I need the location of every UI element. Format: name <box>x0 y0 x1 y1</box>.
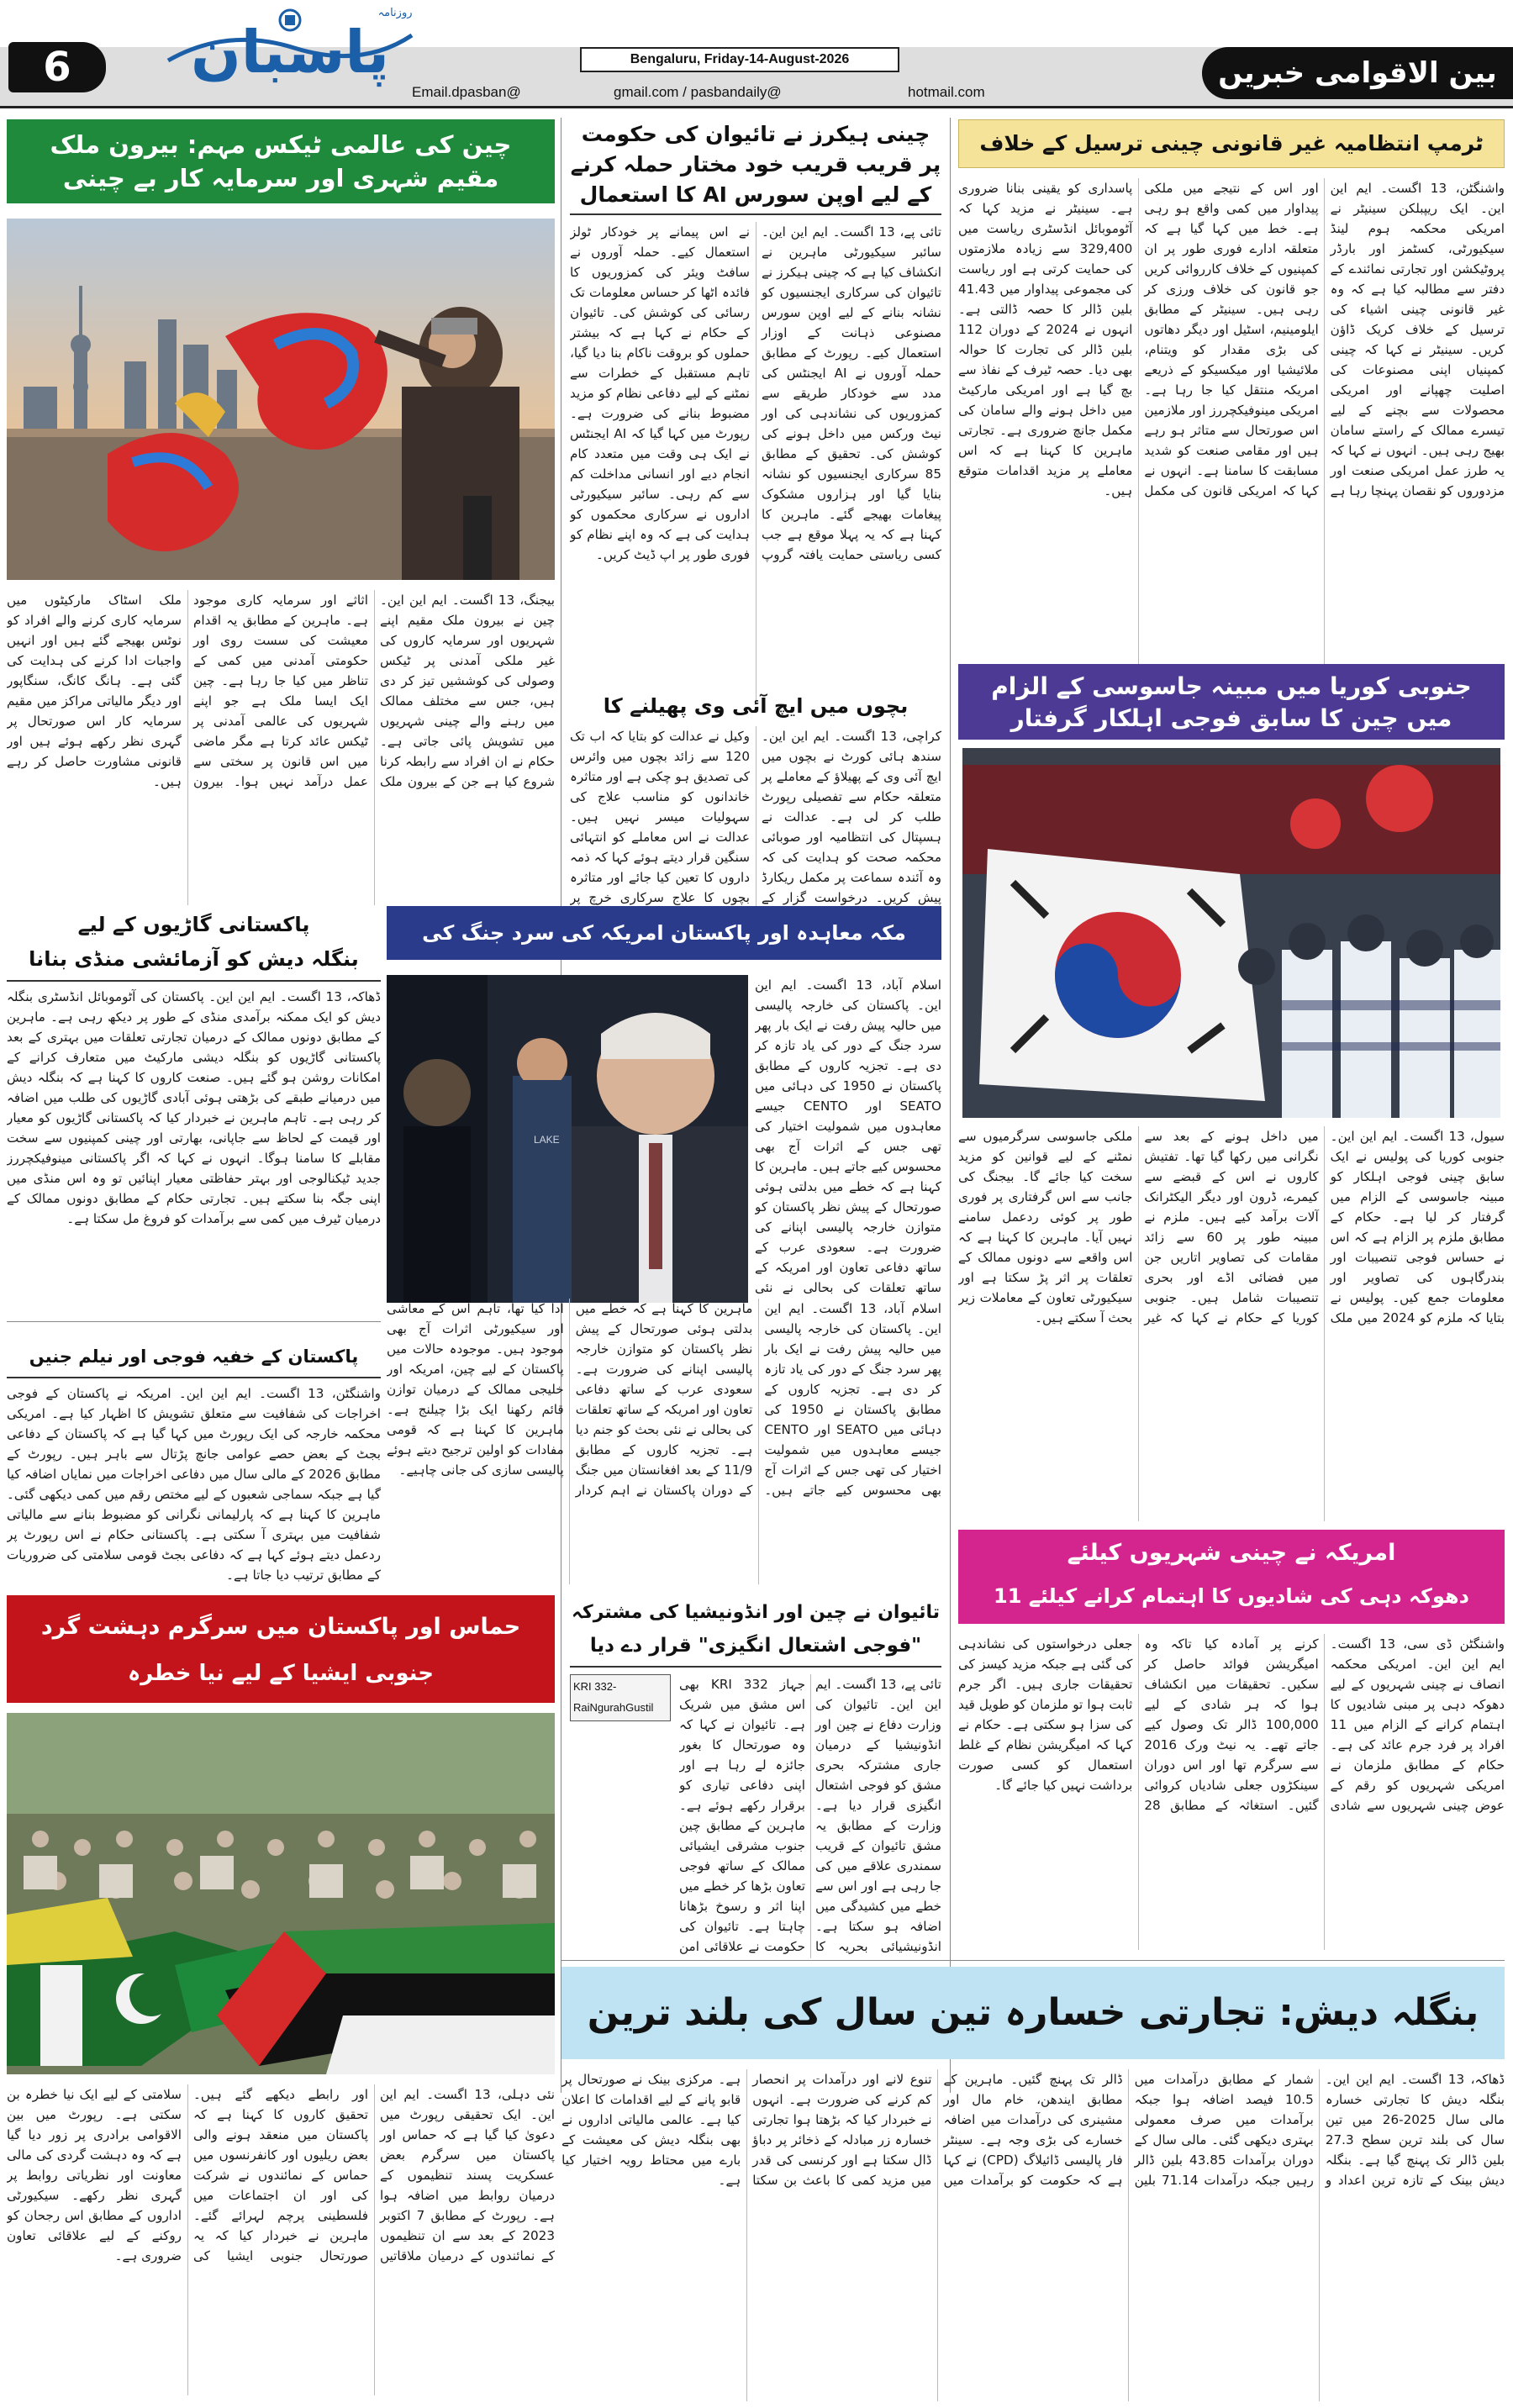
article-bd-cars <box>7 908 381 1311</box>
email-right: hotmail.com <box>908 84 985 100</box>
article-body: واشنگٹن، 13 اگست۔ ایم این این۔ ایک ریپبلکن سینیٹر نے امریکی محکمہ ہوم لینڈ سیکیورٹی، کسٹمز اور بارڈر پروٹیکشن اور تجارتی نمائندے کے دفتر سے مطالبہ کیا ہے کہ وہ غیر قانونی چینی اشیاء کی ترسیل کے خلاف کریک ڈاؤن کریں۔ سینیٹر نے کہا کہ چینی کمپنیاں اپنی مصنوعات کی اصلیت چھپانے اور امریکی محصولات سے بچنے کے لیے تیسرے ممالک کے راستے سامان بھیج رہی ہیں۔ انہوں نے کہا کہ یہ طرز عمل امریکی صنعت اور مزدوروں کو نقصان پہنچا رہا ہے اور اس کے نتیجے میں ملکی پیداوار میں کمی واقع ہو رہی ہے۔ خط میں کہا گیا ہے کہ متعلقہ ادارے فوری طور پر ان کمپنیوں کے خلاف کارروائی کریں جو قانون کی خلاف ورزی کر رہی ہیں۔ سینیٹر کے مطابق ایلومینیم، اسٹیل اور دیگر دھاتوں کی بڑی مقدار کو ویتنام، ملائیشیا اور میکسیکو کے ذریعے امریکہ منتقل کیا جا رہا ہے۔ امریکی مینوفیکچررز اور ملازمین اس صورتحال سے متاثر ہو رہے ہیں اور مقامی صنعت کو شدید مسابقت کا سامنا ہے۔ انہوں نے کہا کہ امریکی قانون کی مکمل پاسداری کو یقینی بنانا ضروری ہے۔ سینیٹر نے مزید کہا کہ آٹوموبائل انڈسٹری ریاست میں 329,400 سے زیادہ ملازمتوں کی حمایت کرتی ہے اور ریاست کی مجموعی پیداوار میں 41.43 بلین ڈالر کا حصہ ڈالتی ہے۔ انہوں نے 2024 کے دوران 112 بلین ڈالر کی تجارت کا حوالہ بھی دیا۔ حصہ ٹیرف کے نفاذ سے بچ گیا ہے اور امریکی مارکیٹ میں داخل ہونے والے سامان کی مکمل جانچ ضروری ہے۔ تجارتی ماہرین کا کہنا ہے کہ اس معاملے پر مزید اقدامات متوقع ہیں۔ <box>958 181 1505 498</box>
article-body: واشنگٹن ڈی سی، 13 اگست۔ ایم این این۔ امریکی محکمہ انصاف نے چینی شہریوں کے لیے دھوکہ دہی پر مبنی شادیوں کا اہتمام کرانے کے الزام میں 11 افراد پر فرد جرم عائد کی ہے۔ حکام کے مطابق ملزمان نے امریکی شہریوں کو رقم کے عوض چینی شہریوں سے شادی کرنے پر آمادہ کیا تاکہ وہ امیگریشن فوائد حاصل کر سکیں۔ تحقیقات میں انکشاف ہوا کہ ہر شادی کے لیے 100,000 ڈالر تک وصول کیے جاتے تھے۔ یہ نیٹ ورک 2016 سے سرگرم تھا اور اس دوران سینکڑوں جعلی شادیاں کروائی گئیں۔ استغاثہ کے مطابق 28 جعلی درخواستوں کی نشاندہی کی گئی ہے جبکہ مزید کیسز کی تحقیقات جاری ہیں۔ اگر جرم ثابت ہوا تو ملزمان کو طویل قید کی سزا ہو سکتی ہے۔ حکام نے کہا کہ امیگریشن نظام کے غلط استعمال کو کسی صورت برداشت نہیں کیا جائے گا۔ <box>958 1636 1505 1813</box>
page-number-badge <box>8 42 106 92</box>
headline-line-1: امریکہ نے چینی شہریوں کیلئے <box>1067 1540 1396 1566</box>
dateline: Bengaluru, Friday-14-August-2026 <box>630 52 850 66</box>
headline-line-1: تائیوان نے چین اور انڈونیشیا کی مشترکہ <box>572 1602 940 1623</box>
headline: جنوبی کوریا میں مبینہ جاسوسی کے الزام میں چین کا سابق فوجی اہلکار گرفتار <box>991 672 1472 732</box>
article-hamas <box>7 1595 555 2402</box>
article-body: ڈھاکہ، 13 اگست۔ ایم این این۔ بنگلہ دیش کا تجارتی خسارہ مالی سال 2025-26 میں تین سال کی بلند ترین سطح 27.3 بلین ڈالر تک پہنچ گیا ہے۔ بنگلہ دیش بینک کے تازہ ترین اعداد و شمار کے مطابق درآمدات میں 10.5 فیصد اضافہ ہوا جبکہ برآمدات میں صرف معمولی بہتری دیکھی گئی۔ مالی سال کے دوران برآمدات 43.85 بلین ڈالر رہیں جبکہ درآمدات 71.14 بلین ڈالر تک پہنچ گئیں۔ ماہرین کے مطابق ایندھن، خام مال اور مشینری کی درآمدات میں اضافہ خسارے کی بڑی وجہ ہے۔ سینٹر فار پالیسی ڈائیلاگ (CPD) نے کہا ہے کہ حکومت کو برآمدات میں تنوع لانے اور درآمدات پر انحصار کم کرنے کی ضرورت ہے۔ انہوں نے خبردار کیا کہ بڑھتا ہوا تجارتی خسارہ زر مبادلہ کے ذخائر پر دباؤ ڈال سکتا ہے اور کرنسی کی قدر میں مزید کمی کا باعث بن سکتا ہے۔ مرکزی بینک نے صورتحال پر قابو پانے کے لیے اقدامات کا اعلان کیا ہے۔ عالمی مالیاتی اداروں نے بھی بنگلہ دیش کی معیشت کے بارے میں محتاط رویہ اختیار کیا ہے۔ <box>561 2072 1505 2188</box>
headline-rule <box>7 980 381 982</box>
page-number: 6 <box>43 44 71 91</box>
article-body: تائی پے، 13 اگست۔ ایم این این۔ سائبر سیکیورٹی ماہرین نے انکشاف کیا ہے کہ چینی ہیکرز نے تائیوان کی سرکاری ایجنسیوں کو نشانہ بنانے کے لیے اوپن سورس مصنوعی ذہانت کے اوزار استعمال کیے۔ رپورٹ کے مطابق حملہ آوروں نے AI ایجنٹس کی مدد سے خودکار طریقے سے کمزوریوں کی نشاندہی کی اور نیٹ ورکس میں داخل ہونے کی کوشش کی۔ تحقیق کے مطابق 85 سرکاری ایجنسیوں کو نشانہ بنایا گیا اور ہزاروں مشکوک پیغامات بھیجے گئے۔ ماہرین کا کہنا ہے کہ یہ پہلا موقع ہے جب کسی ریاستی حمایت یافتہ گروپ نے اس پیمانے پر خودکار ٹولز استعمال کیے۔ حملہ آوروں نے سافٹ ویئر کی کمزوریوں کا فائدہ اٹھا کر حساس معلومات تک رسائی کی کوشش کی۔ تائیوان کے حکام نے کہا ہے کہ بیشتر حملوں کو بروقت ناکام بنا دیا گیا، تاہم مستقبل کے خطرات سے نمٹنے کے لیے دفاعی نظام کو مزید مضبوط بنانے کی ضرورت ہے۔ رپورٹ میں کہا گیا کہ AI ایجنٹس نے ایک ہی وقت میں متعدد کام انجام دیے اور انسانی مداخلت کم سے کم رہی۔ سائبر سیکیورٹی اداروں نے سرکاری محکموں کو ہدایت کی ہے کہ وہ اپنے نظام کو فوری طور پر اپ ڈیٹ کریں۔ <box>570 224 941 562</box>
article-korea-spy <box>958 664 1505 1521</box>
logo-text: پاسبان <box>190 18 389 87</box>
headline: مکہ معاہدہ اور پاکستان امریکہ کی سرد جنگ کی <box>422 921 906 945</box>
article-trump <box>958 119 1505 666</box>
headline: چینی ہیکرز نے تائیوان کی حکومت پر قریب قریب خود مختار حملہ کرنے کے لیے اوپن سورس AI کا استعمال <box>570 122 941 207</box>
article-body: تائی پے، 13 اگست۔ ایم این این۔ تائیوان کی وزارت دفاع نے چین اور انڈونیشیا کے درمیان جاری مشترکہ بحری مشق کو فوجی اشتعال انگیزی قرار دیا ہے۔ وزارت کے مطابق یہ مشق تائیوان کے قریب سمندری علاقے میں کی جا رہی ہے اور اس سے خطے میں کشیدگی میں اضافہ ہو سکتا ہے۔ انڈونیشیائی بحریہ کا جہاز KRI 332 بھی اس مشق میں شریک ہے۔ تائیوان نے کہا کہ وہ صورتحال کا بغور جائزہ لے رہا ہے اور اپنی دفاعی تیاری کو برقرار رکھے ہوئے ہے۔ ماہرین کے مطابق چین جنوب مشرقی ایشیائی ممالک کے ساتھ فوجی تعاون بڑھا کر خطے میں اپنا اثر و رسوخ بڑھانا چاہتا ہے۔ تائیوان کی حکومت نے علاقائی امن <box>679 1677 941 1954</box>
section-divider <box>561 1960 1505 1961</box>
email-left: Email.dpasban@ <box>412 84 521 100</box>
headline-line-2: جنوبی ایشیا کے لیے نیا خطرہ <box>127 1661 435 1686</box>
logo <box>151 2 429 94</box>
column-divider <box>950 118 951 2093</box>
article-body: سیول، 13 اگست۔ ایم این این۔ جنوبی کوریا کی پولیس نے ایک سابق چینی فوجی اہلکار کو مبینہ جاسوسی کے الزام میں گرفتار کر لیا ہے۔ حکام کے مطابق ملزم پر الزام ہے کہ اس نے حساس فوجی تنصیبات اور بندرگاہوں کی تصاویر اور معلومات جمع کیں۔ پولیس نے بتایا کہ ملزم کو 2024 میں ملک میں داخل ہونے کے بعد سے نگرانی میں رکھا گیا تھا۔ تفتیش کاروں نے اس کے قبضے سے کیمرے، ڈرون اور دیگر الیکٹرانک آلات برآمد کیے ہیں۔ ملزم نے مبینہ طور پر 60 سے زائد مقامات کی تصاویر اتاریں جن میں فضائی اڈے اور بحری تنصیبات شامل ہیں۔ جنوبی کوریا کے حکام نے کہا کہ غیر ملکی جاسوسی سرگرمیوں سے نمٹنے کے لیے قوانین کو مزید سخت کیا جائے گا۔ بیجنگ کی جانب سے اس گرفتاری پر فوری طور پر کوئی ردعمل سامنے نہیں آیا۔ ماہرین کا کہنا ہے کہ اس واقعے سے دونوں ممالک کے تعلقات پر اثر پڑ سکتا ہے اور سیکیورٹی تعاون کے معاملات زیر بحث آ سکتے ہیں۔ <box>958 1129 1505 1325</box>
article-body: واشنگٹن، 13 اگست۔ ایم این این۔ امریکہ نے پاکستان کے فوجی اخراجات کی شفافیت سے متعلق تشویش کا اظہار کیا ہے۔ امریکی محکمہ خارجہ کی ایک رپورٹ میں کہا گیا ہے کہ پاکستان کے دفاعی بجٹ کے بعض حصے عوامی جانچ پڑتال سے باہر ہیں۔ رپورٹ کے مطابق 2026 کے مالی سال میں دفاعی اخراجات میں نمایاں اضافہ کیا گیا ہے جبکہ سماجی شعبوں کے لیے مختص رقم میں کمی دیکھی گئی۔ ماہرین کا کہنا ہے کہ پارلیمانی نگرانی کو مضبوط بنانے سے مالیاتی شفافیت میں بہتری آ سکتی ہے۔ پاکستانی حکام نے اس رپورٹ پر ردعمل دیتے ہوئے کہا ہے کہ دفاعی بجٹ قومی سلامتی کی ضروریات کے مطابق ترتیب دیا جاتا ہے۔ <box>7 1386 381 1583</box>
article-mecca-body-lower: اسلام آباد، 13 اگست۔ ایم این این۔ پاکستان کی خارجہ پالیسی میں حالیہ پیش رفت نے ایک بار پھر سرد جنگ کے دور کی یاد تازہ کر دی ہے۔ تجزیہ کاروں کے مطابق پاکستان نے 1950 کی دہائی میں SEATO اور CENTO جیسے معاہدوں میں شمولیت اختیار کی تھی جس کے اثرات آج بھی محسوس کیے جاتے ہیں۔ ماہرین کا کہنا ہے کہ خطے میں بدلتی ہوئی صورتحال کے پیش نظر پاکستان کو متوازن خارجہ پالیسی اپنانے کی ضرورت ہے۔ سعودی عرب کے ساتھ دفاعی تعاون اور امریکہ کے ساتھ تعلقات کی بحالی نے نئی بحث کو جنم دیا ہے۔ تجزیہ کاروں کے مطابق 11/9 کے بعد افغانستان میں جنگ کے دوران پاکستان نے اہم کردار ادا کیا تھا، تاہم اس کے معاشی اور سیکیورٹی اثرات آج بھی موجود ہیں۔ موجودہ حالات میں پاکستان کے لیے چین، امریکہ اور خلیجی ممالک کے درمیان توازن قائم رکھنا ایک بڑا چیلنج ہے۔ ماہرین کا کہنا ہے کہ قومی مفادات کو اولین ترجیح دیتے ہوئے پالیسی سازی کی جانی چاہیے۔ <box>387 1301 941 1498</box>
article-body: بیجنگ، 13 اگست۔ ایم این این۔ چین نے بیرون ملک مقیم اپنے شہریوں اور سرمایہ کاروں کی غیر ملکی آمدنی پر ٹیکس وصولی کی کوششیں تیز کر دی ہیں، جس سے مختلف ممالک میں رہنے والے چینی شہریوں میں تشویش پائی جاتی ہے۔ حکام نے ان افراد سے رابطہ کرنا شروع کیا ہے جن کے بیرون ملک اثاثے اور سرمایہ کاری موجود ہے۔ ماہرین کے مطابق یہ اقدام معیشت کی سست روی اور حکومتی آمدنی میں کمی کے تناظر میں کیا جا رہا ہے۔ چین ایک ایسا ملک ہے جو اپنے شہریوں کی عالمی آمدنی پر ٹیکس عائد کرتا ہے مگر ماضی میں اس قانون پر سختی سے عمل درآمد نہیں ہوا۔ بیرون ملک اسٹاک مارکیٹوں میں سرمایہ کاری کرنے والے افراد کو نوٹس بھیجے گئے ہیں اور انہیں واجبات ادا کرنے کی ہدایت کی گئی ہے۔ ہانگ کانگ، سنگاپور اور دیگر مالیاتی مراکز میں مقیم سرمایہ کار اس صورتحال پر گہری نظر رکھے ہوئے ہیں اور قانونی مشاورت حاصل کر رہے ہیں۔ <box>7 593 555 789</box>
headline-rule <box>570 1666 941 1668</box>
section-title: بین الاقوامی خبریں <box>1218 56 1497 90</box>
callout-text: KRI 332-RaiNgurahGustil <box>573 1680 654 1714</box>
headline-line-2: "فوجی اشتعال انگیزی" قرار دے دیا <box>589 1635 922 1657</box>
article-body: نئی دہلی، 13 اگست۔ ایم این این۔ ایک تحقیقی رپورٹ میں دعویٰ کیا گیا ہے کہ حماس اور پاکستان میں سرگرم بعض عسکریت پسند تنظیموں کے درمیان روابط میں اضافہ ہوا ہے۔ رپورٹ کے مطابق 7 اکتوبر 2023 کے بعد سے ان تنظیموں کے نمائندوں کے درمیان ملاقاتیں اور رابطے دیکھے گئے ہیں۔ تحقیق کاروں کا کہنا ہے کہ پاکستان میں منعقد ہونے والی بعض ریلیوں اور کانفرنسوں میں حماس کے نمائندوں نے شرکت کی اور ان اجتماعات میں فلسطینی پرچم لہرائے گئے۔ ماہرین نے خبردار کیا کہ یہ صورتحال جنوبی ایشیا کی سلامتی کے لیے ایک نیا خطرہ بن سکتی ہے۔ رپورٹ میں بین الاقوامی برادری پر زور دیا گیا ہے کہ وہ دہشت گردی کی مالی معاونت اور نظریاتی روابط پر گہری نظر رکھے۔ سیکیورٹی اداروں کے مطابق اس رجحان کو روکنے کے لیے علاقائی تعاون ضروری ہے۔ <box>7 2087 555 2263</box>
section-divider <box>7 1321 381 1322</box>
dateline-box <box>580 47 899 72</box>
headline-line-1: پاکستانی گاڑیوں کے لیے <box>77 913 310 936</box>
headline: ٹرمپ انتظامیہ غیر قانونی چینی ترسیل کے خلاف <box>979 131 1484 155</box>
headline-rule <box>570 213 941 215</box>
article-bd-trade <box>561 1967 1505 2404</box>
logo-tagline: روزنامہ <box>377 7 413 19</box>
headline: بچوں میں ایچ آئی وی پھیلنے کا <box>603 694 909 718</box>
photo-shanghai-kites <box>7 219 555 580</box>
backdrop-text: LAKE <box>534 1134 560 1146</box>
article-hiv <box>570 689 941 916</box>
photo-korea-flag <box>962 748 1500 1118</box>
article-body: ڈھاکہ، 13 اگست۔ ایم این این۔ پاکستان کی آٹوموبائل انڈسٹری بنگلہ دیش کو ایک ممکنہ برآمدی منڈی کے طور پر دیکھ رہی ہے۔ ماہرین کے مطابق دونوں ممالک کے درمیان تجارتی تعلقات میں بہتری کے بعد پاکستانی گاڑیوں کو بنگلہ دیشی مارکیٹ میں متعارف کرانے کے امکانات روشن ہو گئے ہیں۔ صنعت کاروں کا کہنا ہے کہ بنگلہ دیش میں درمیانے طبقے کی بڑھتی ہوئی آبادی گاڑیوں کی طلب میں اضافہ کر رہی ہے۔ تاہم ماہرین نے خبردار کیا کہ پاکستانی گاڑیوں کو معیار اور قیمت کے لحاظ سے جاپانی، بھارتی اور چینی کمپنیوں سے سخت مقابلے کا سامنا ہوگا۔ انہوں نے کہا کہ اگر پاکستانی مینوفیکچررز جدید ٹیکنالوجی اور بہتر حفاظتی معیار اپنائیں تو وہ اس منڈی میں اپنی جگہ بنا سکتے ہیں۔ تجارتی حکام کے مطابق دونوں ممالک کے درمیان ٹیرف میں کمی سے برآمدات کو فروغ مل سکتا ہے۔ <box>7 989 381 1226</box>
article-mecca-body: اسلام آباد، 13 اگست۔ ایم این این۔ پاکستان کی خارجہ پالیسی میں حالیہ پیش رفت نے ایک بار پھر سرد جنگ کے دور کی یاد تازہ کر دی ہے۔ تجزیہ کاروں کے مطابق پاکستان نے 1950 کی دہائی میں SEATO اور CENTO جیسے معاہدوں میں شمولیت اختیار کی تھی جس کے اثرات آج بھی محسوس کیے جاتے ہیں۔ ماہرین کا کہنا ہے کہ خطے میں بدلتی ہوئی صورتحال کے پیش نظر پاکستان کو متوازن خارجہ پالیسی اپنانے کی ضرورت ہے۔ سعودی عرب کے ساتھ دفاعی تعاون اور امریکہ کے ساتھ تعلقات کی بحالی نے نئی <box>755 977 941 1294</box>
article-body: کراچی، 13 اگست۔ ایم این این۔ سندھ ہائی کورٹ نے بچوں میں ایچ آئی وی کے پھیلاؤ کے معاملے پر متعلقہ حکام سے تفصیلی رپورٹ طلب کر لی ہے۔ عدالت نے ہسپتال کی انتظامیہ اور صوبائی محکمہ صحت کو ہدایت کی کہ وہ آئندہ سماعت پر مکمل ریکارڈ پیش کریں۔ درخواست گزار کے وکیل نے عدالت کو بتایا کہ اب تک 120 سے زائد بچوں میں وائرس کی تصدیق ہو چکی ہے اور متاثرہ خاندانوں کو مناسب علاج کی سہولیات میسر نہیں ہیں۔ عدالت نے اس معاملے کو انتہائی سنگین قرار دیتے ہوئے کہا کہ ذمہ داروں کا تعین کیا جائے اور متاثرہ بچوں کا علاج سرکاری خرچ پر <box>570 729 941 905</box>
headline-line-2: بنگلہ دیش کو آزمائشی منڈی بنانا <box>29 947 359 971</box>
headline-line-1: حماس اور پاکستان میں سرگرم دہشت گرد <box>40 1614 521 1640</box>
article-pak-military <box>7 1338 381 1590</box>
headline: بنگلہ دیش: تجارتی خسارہ تین سال کی بلند ترین <box>587 1991 1479 2034</box>
article-china-tax <box>7 119 555 909</box>
email-mid: gmail.com / pasbandaily@ <box>614 84 782 100</box>
article-us-china-marriage <box>958 1530 1505 1950</box>
photo-leaders <box>387 975 748 1303</box>
masthead-top-rule <box>0 106 1513 108</box>
article-taiwan-drill <box>570 1597 941 1958</box>
photo-rally-flags <box>7 1713 555 2074</box>
headline-rule <box>7 1377 381 1378</box>
masthead <box>0 0 1513 109</box>
headline: چین کی عالمی ٹیکس مہم: بیرون ملک مقیم شہری اور سرمایہ کار بے چینی <box>50 130 512 192</box>
headline: پاکستان کے خفیہ فوجی اور نیلم جنیں <box>29 1346 359 1367</box>
headline-line-2: دھوکہ دہی کی شادیوں کا اہتمام کرانے کیلئے 11 <box>994 1584 1469 1608</box>
